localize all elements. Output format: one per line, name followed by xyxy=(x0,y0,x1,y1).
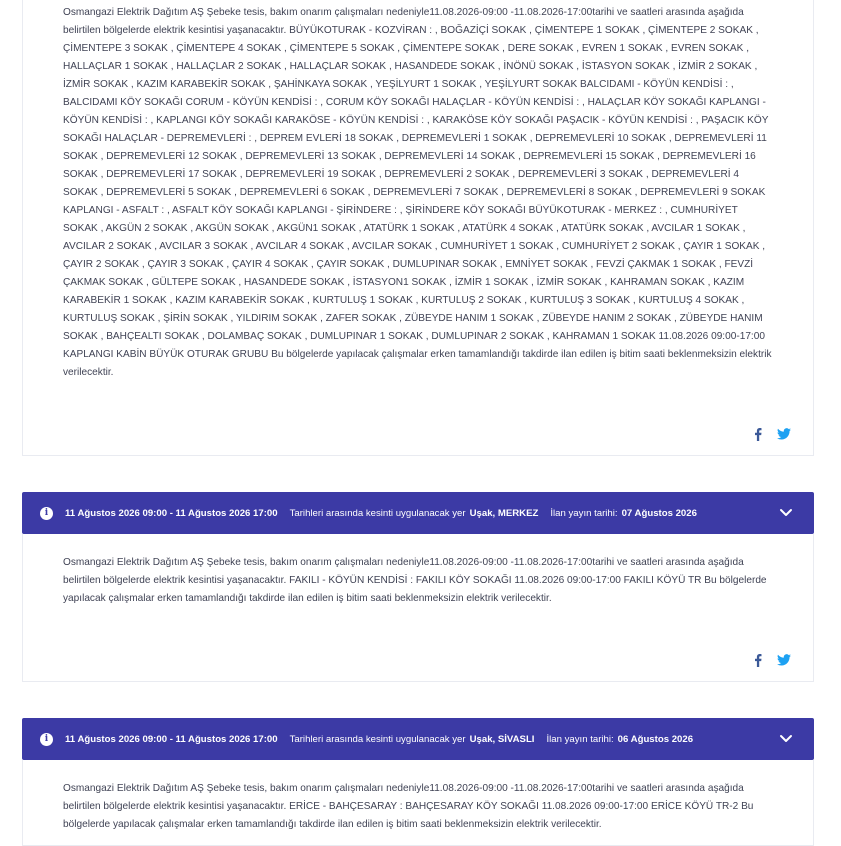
notice-card-2 xyxy=(22,534,814,682)
info-icon: i xyxy=(40,733,53,746)
notice-location-label: Tarihleri arasında kesinti uygulanacak yer xyxy=(289,733,466,745)
chevron-down-icon[interactable] xyxy=(778,504,794,520)
notice-card-3 xyxy=(22,760,814,846)
share-bar xyxy=(751,653,791,667)
info-icon: i xyxy=(40,507,53,520)
facebook-icon[interactable] xyxy=(751,427,765,441)
notice-text: Osmangazi Elektrik Dağıtım AŞ Şebeke tesis, bakım onarım çalışmaları nedeniyle11.08.2026-09:00 -11.08.2026-17:00tarihi ve saatleri arasında aşağıda belirtilen bölgelerde elektrik kesintisi yaşanacaktır. ERİCE - BAHÇESARAY : BAHÇESARAY KÖY SOKAĞI 11.08.2026 09:00-17:00 ERİCE KÖYÜ TR-2 Bu bölgelerde yapılacak çalışmalar erken tamamlandığı takdirde ilan edilen iş bitim saati beklenmeksizin elektrik verilecektir. xyxy=(63,783,754,830)
notice-dates: 11 Ağustos 2026 09:00 - 11 Ağustos 2026 17:00 xyxy=(65,733,278,745)
notice-text: Osmangazi Elektrik Dağıtım AŞ Şebeke tesis, bakım onarım çalışmaları nedeniyle11.08.2026-09:00 -11.08.2026-17:00tarihi ve saatleri arasında aşağıda belirtilen bölgelerde elektrik kesintisi yaşanacaktır. FAKILI - KÖYÜN KENDİSİ : FAKILI KÖY SOKAĞI 11.08.2026 09:00-17:00 FAKILI KÖYÜ TR Bu bölgelerde yapılacak çalışmalar erken tamamlandığı takdirde ilan edilen iş bitim saati beklenmeksizin elektrik verilecektir. xyxy=(63,557,767,604)
notice-header-3[interactable] xyxy=(22,718,814,760)
publish-date-label: İlan yayın tarihi: xyxy=(546,733,614,745)
share-bar xyxy=(751,427,791,441)
chevron-down-icon[interactable] xyxy=(778,730,794,746)
notice-location: Uşak, SİVASLI xyxy=(469,733,535,745)
twitter-icon[interactable] xyxy=(777,653,791,667)
publish-date: 07 Ağustos 2026 xyxy=(621,507,697,519)
facebook-icon[interactable] xyxy=(751,653,765,667)
twitter-icon[interactable] xyxy=(777,427,791,441)
publish-date: 06 Ağustos 2026 xyxy=(617,733,694,745)
notice-dates: 11 Ağustos 2026 09:00 - 11 Ağustos 2026 17:00 xyxy=(65,507,278,519)
notice-card-1 xyxy=(22,0,814,456)
notice-header-2[interactable] xyxy=(22,492,814,534)
notice-location-label: Tarihleri arasında kesinti uygulanacak yer xyxy=(289,507,466,519)
notice-location: Uşak, MERKEZ xyxy=(469,507,539,519)
notice-text: Osmangazi Elektrik Dağıtım AŞ Şebeke tesis, bakım onarım çalışmaları nedeniyle11.08.2026-09:00 -11.08.2026-17:00tarihi ve saatleri arasında aşağıda belirtilen bölgelerde elektrik kesintisi yaşanacaktır. BÜYÜKOTURAK - KOZVİRAN : , BOĞAZİÇİ SOKAK , ÇİMENTEPE 1 SOKAK , ÇİMENTEPE 2 SOKAK , ÇİMENTEPE 3 SOKAK , ÇİMENTEPE 4 SOKAK , ÇİMENTEPE 5 SOKAK , ÇİMENTEPE SOKAK , DERE SOKAK , EVREN 1 SOKAK , EVREN SOKAK , HALLAÇLAR 1 SOKAK , HALLAÇLAR 2 SOKAK , HALLAÇLAR SOKAK , HASANDEDE SOKAK , İNÖNÜ SOKAK , İSTASYON SOKAK , İZMİR 2 SOKAK , İZMİR SOKAK , KAZIM KARABEKİR SOKAK , ŞAHİNKAYA SOKAK , YEŞİLYURT 1 SOKAK , YEŞİLYURT SOKAK BALCIDAMI - KÖYÜN KENDİSİ : , BALCIDAMI KÖY SOKAĞI CORUM - KÖYÜN KENDİSİ : , CORUM KÖY SOKAĞI HALAÇLAR - KÖYÜN KENDİSİ : , HALAÇLAR KÖY SOKAĞI KAPLANGI - KÖYÜN KENDİSİ : , KAPLANGI KÖY SOKAĞI KARAKÖSE - KÖYÜN KENDİSİ : , KARAKÖSE KÖY SOKAĞI PAŞACIK - KÖYÜN KENDİSİ : , PAŞACIK KÖY SOKAĞI HALAÇLAR - DEPREMEVLERİ : , DEPREM EVLERİ 18 SOKAK , DEPREMEVLERİ 1 SOKAK , DEPREMEVLERİ 10 SOKAK , DEPREMEVLERİ 11 SOKAK , DEPREMEVLERİ 12 SOKAK , DEPREMEVLERİ 13 SOKAK , DEPREMEVLERİ 14 SOKAK , DEPREMEVLERİ 15 SOKAK , DEPREMEVLERİ 16 SOKAK , DEPREMEVLERİ 17 SOKAK , DEPREMEVLERİ 19 SOKAK , DEPREMEVLERİ 2 SOKAK , DEPREMEVLERİ 3 SOKAK , DEPREMEVLERİ 4 SOKAK , DEPREMEVLERİ 5 SOKAK , DEPREMEVLERİ 6 SOKAK , DEPREMEVLERİ 7 SOKAK , DEPREMEVLERİ 8 SOKAK , DEPREMEVLERİ 9 SOKAK KAPLANGI - ASFALT : , ASFALT KÖY SOKAĞI KAPLANGI - ŞİRİNDERE : , ŞİRİNDERE KÖY SOKAĞI BÜYÜKOTURAK - MERKEZ : , CUMHURİYET SOKAK , AKGÜN 2 SOKAK , AKGÜN SOKAK , AKGÜN1 SOKAK , ATATÜRK 1 SOKAK , ATATÜRK 4 SOKAK , ATATÜRK SOKAK , AVCILAR 1 SOKAK , AVCILAR 2 SOKAK , AVCILAR 3 SOKAK , AVCILAR 4 SOKAK , AVCILAR SOKAK , CUMHURİYET 1 SOKAK , CUMHURİYET 2 SOKAK , ÇAYIR 1 SOKAK , ÇAYIR 2 SOKAK , ÇAYIR 3 SOKAK , ÇAYIR 4 SOKAK , ÇAYIR SOKAK , DUMLUPINAR SOKAK , EMNİYET SOKAK , FEVZİ ÇAKMAK 1 SOKAK , FEVZİ ÇAKMAK SOKAK , GÜLTEPE SOKAK , HASANDEDE SOKAK , İSTASYON1 SOKAK , İZMİR 1 SOKAK , İZMİR SOKAK , KAHRAMAN SOKAK , KAZIM KARABEKİR 1 SOKAK , KAZIM KARABEKİR SOKAK , KURTULUŞ 1 SOKAK , KURTULUŞ 2 SOKAK , KURTULUŞ 3 SOKAK , KURTULUŞ 4 SOKAK , KURTULUŞ SOKAK , ŞİRİN SOKAK , YILDIRIM SOKAK , ZAFER SOKAK , ZÜBEYDE HANIM 1 SOKAK , ZÜBEYDE HANIM 2 SOKAK , ZÜBEYDE HANIM SOKAK , BAHÇEALTI SOKAK , DOLAMBAÇ SOKAK , DUMLUPINAR 1 SOKAK , DUMLUPINAR 2 SOKAK , KAHRAMAN 1 SOKAK 11.08.2026 09:00-17:00 KAPLANGI KABİN BÜYÜK OTURAK GRUBU Bu bölgelerde yapılacak çalışmalar erken tamamlandığı takdirde ilan edilen iş bitim saati beklenmeksizin elektrik verilecektir. xyxy=(63,7,772,378)
publish-date-label: İlan yayın tarihi: xyxy=(550,507,618,519)
